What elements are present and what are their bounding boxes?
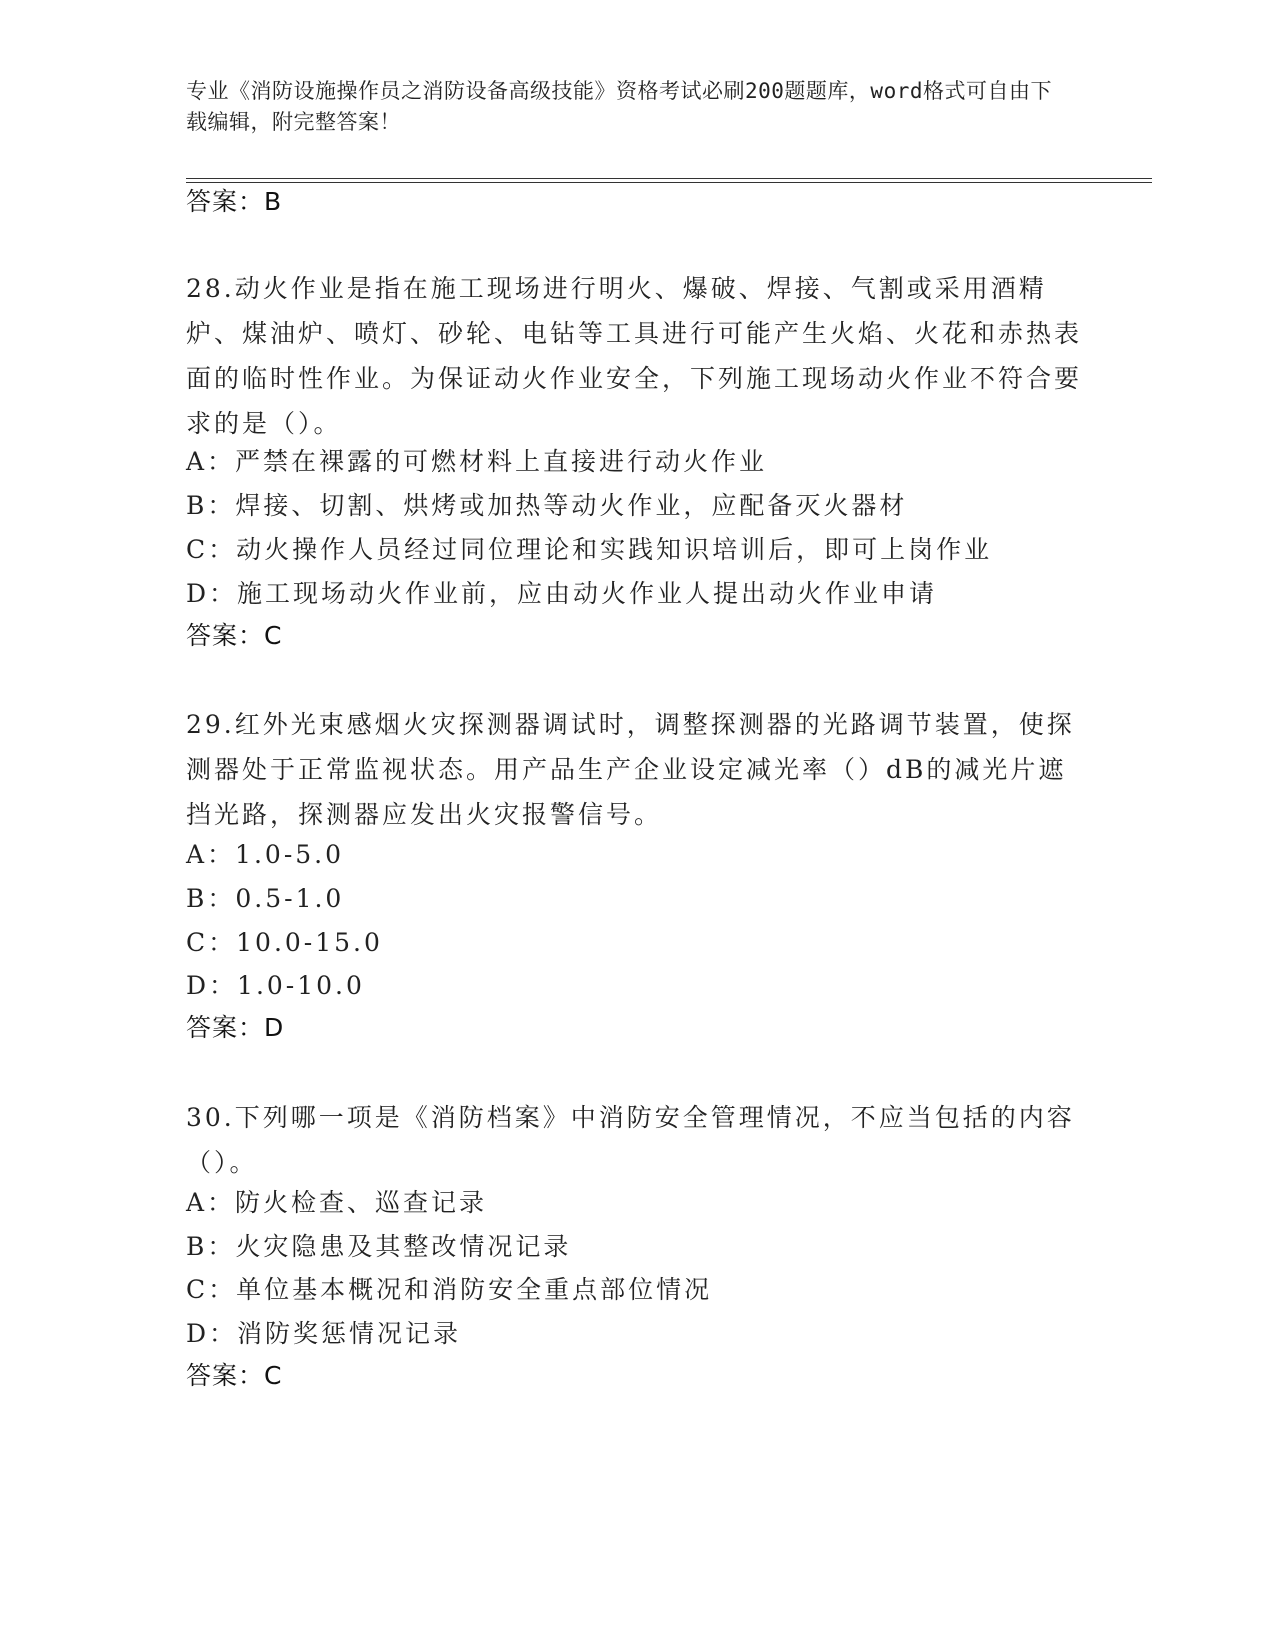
page-header: 专业《消防设施操作员之消防设备高级技能》资格考试必刷200题题库，word格式可自由下载编辑，附完整答案！ xyxy=(186,79,1052,134)
answer-value: C xyxy=(264,1361,283,1390)
answer-line xyxy=(186,1012,284,1044)
option-b: B：火灾隐患及其整改情况记录 xyxy=(186,1232,572,1261)
option-d: D：消防奖惩情况记录 xyxy=(186,1319,462,1348)
option-d: D：施工现场动火作业前，应由动火作业人提出动火作业申请 xyxy=(186,579,938,608)
option-a: A：防火检查、巡查记录 xyxy=(186,1188,488,1217)
answer-label: 答案： xyxy=(186,1361,265,1390)
option-a: A：严禁在裸露的可燃材料上直接进行动火作业 xyxy=(186,447,768,476)
question-stem: 28.动火作业是指在施工现场进行明火、爆破、焊接、气割或采用酒精炉、煤油炉、喷灯、砂轮、电钻等工具进行可能产生火焰、火花和赤热表面的临时性作业。为保证动火作业安全，下列施工现场动火作业不符合要求的是（）。 xyxy=(186,274,1083,438)
option-d: D：1.0-10.0 xyxy=(186,971,365,1000)
answer-value: D xyxy=(264,1013,285,1042)
option-a: A：1.0-5.0 xyxy=(186,840,345,869)
answer-line xyxy=(186,620,282,652)
option-b: B：焊接、切割、烘烤或加热等动火作业，应配备灭火器材 xyxy=(186,491,908,520)
option-c: C：10.0-15.0 xyxy=(186,928,383,957)
answer-label: 答案： xyxy=(186,621,265,650)
answer-label: 答案： xyxy=(186,187,265,216)
option-b: B：0.5-1.0 xyxy=(186,884,345,913)
answer-value: B xyxy=(264,187,283,216)
answer-line xyxy=(186,1360,282,1392)
header-divider xyxy=(186,178,1152,183)
question-stem: 29.红外光束感烟火灾探测器调试时，调整探测器的光路调节装置，使探测器处于正常监视状态。用产品生产企业设定减光率（）dB的减光片遮挡光路，探测器应发出火灾报警信号。 xyxy=(186,710,1075,829)
answer-line xyxy=(186,186,282,218)
question-stem: 30.下列哪一项是《消防档案》中消防安全管理情况，不应当包括的内容（）。 xyxy=(186,1103,1075,1177)
option-c: C：单位基本概况和消防安全重点部位情况 xyxy=(186,1275,713,1304)
option-c: C：动火操作人员经过同位理论和实践知识培训后，即可上岗作业 xyxy=(186,535,993,564)
answer-label: 答案： xyxy=(186,1013,265,1042)
answer-value: C xyxy=(264,621,283,650)
